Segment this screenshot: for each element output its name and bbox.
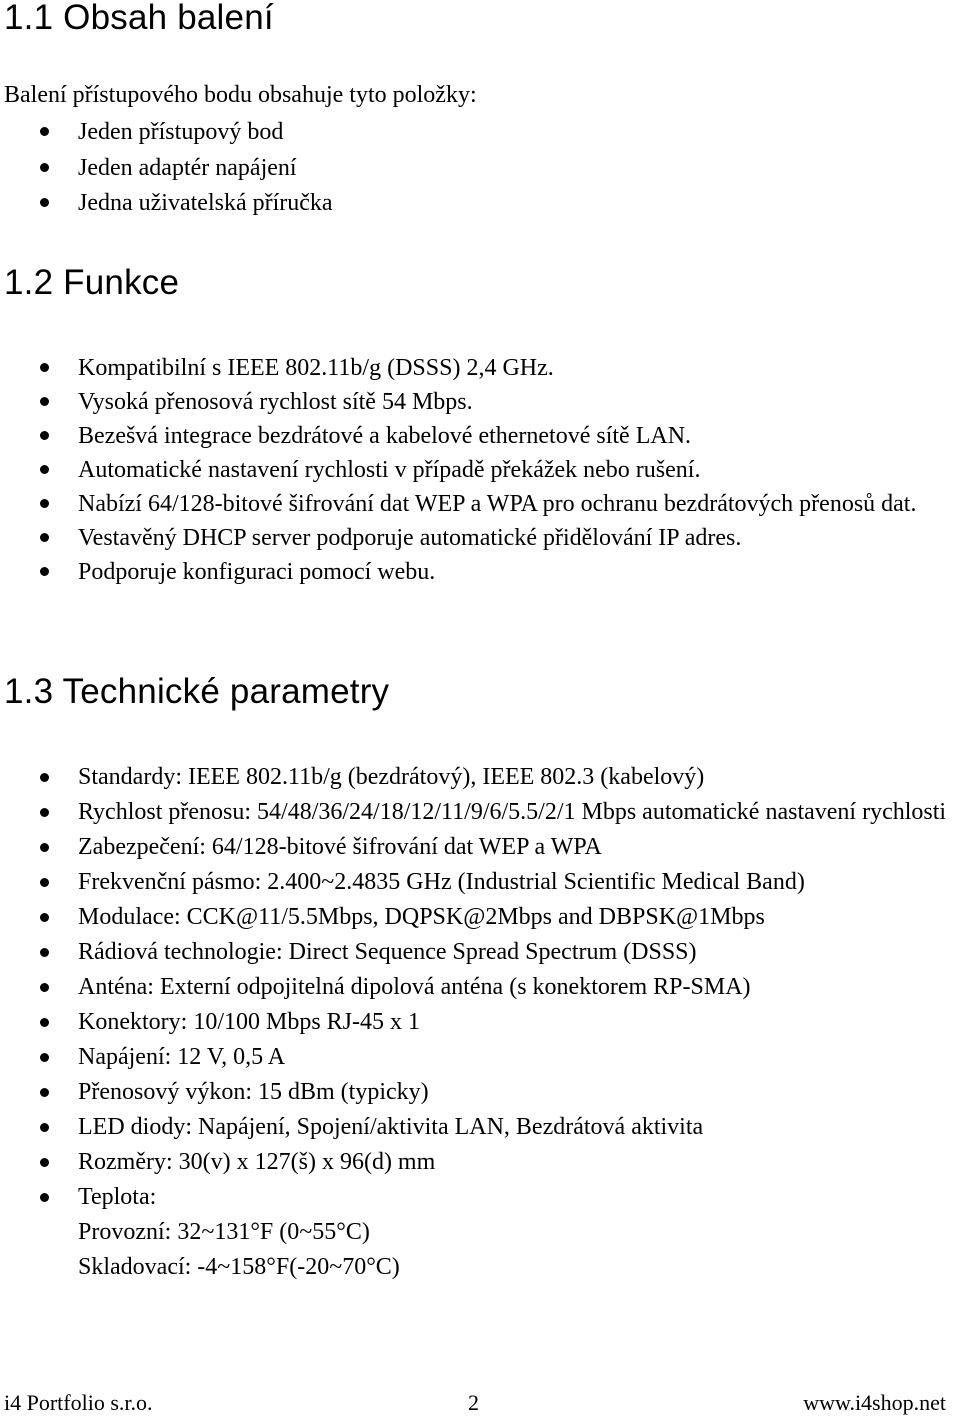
bullet-icon xyxy=(40,913,49,922)
list-item: Nabízí 64/128-bitové šifrování dat WEP a WPA pro ochranu bezdrátových přenosů dat. xyxy=(0,487,960,521)
list-item: Jeden adaptér napájení xyxy=(0,151,960,187)
bullet-icon xyxy=(40,948,49,957)
features-list xyxy=(0,351,960,589)
list-item: Vysoká přenosová rychlost sítě 54 Mbps. xyxy=(0,385,960,419)
bullet-icon xyxy=(40,431,49,440)
contents-list xyxy=(0,115,960,222)
temperature-storage: Skladovací: -4~158°F(-20~70°C) xyxy=(78,1254,400,1280)
list-item: Teplota: Provozní: 32~131°F (0~55°C) Skladovací: -4~158°F(-20~70°C) xyxy=(0,1180,960,1285)
bullet-icon xyxy=(40,397,49,406)
bullet-icon xyxy=(40,1018,49,1027)
bullet-icon xyxy=(40,1123,49,1132)
list-item: Konektory: 10/100 Mbps RJ-45 x 1 xyxy=(0,1005,960,1040)
footer-website: www.i4shop.net xyxy=(803,1390,946,1415)
list-item: LED diody: Napájení, Spojení/aktivita LAN, Bezdrátová aktivita xyxy=(0,1110,960,1145)
list-item: Modulace: CCK@11/5.5Mbps, DQPSK@2Mbps and DBPSK@1Mbps xyxy=(0,900,960,935)
list-item: Bezešvá integrace bezdrátové a kabelové ethernetové sítě LAN. xyxy=(0,419,960,453)
list-item: Rychlost přenosu: 54/48/36/24/18/12/11/9/6/5.5/2/1 Mbps automatické nastavení rychlosti xyxy=(0,795,960,830)
bullet-icon xyxy=(40,843,49,852)
bullet-icon xyxy=(40,808,49,817)
list-item: Automatické nastavení rychlosti v případě překážek nebo rušení. xyxy=(0,453,960,487)
bullet-icon xyxy=(40,163,49,172)
list-item: Jedna uživatelská příručka xyxy=(0,186,960,222)
list-item: Rádiová technologie: Direct Sequence Spread Spectrum (DSSS) xyxy=(0,935,960,970)
list-item: Kompatibilní s IEEE 802.11b/g (DSSS) 2,4 GHz. xyxy=(0,351,960,385)
list-item: Anténa: Externí odpojitelná dipolová anténa (s konektorem RP-SMA) xyxy=(0,970,960,1005)
list-item: Podporuje konfiguraci pomocí webu. xyxy=(0,555,960,589)
bullet-icon xyxy=(40,878,49,887)
footer-page-number: 2 xyxy=(468,1390,479,1415)
list-item: Frekvenční pásmo: 2.400~2.4835 GHz (Industrial Scientific Medical Band) xyxy=(0,865,960,900)
bullet-icon xyxy=(40,127,49,136)
bullet-icon xyxy=(40,773,49,782)
bullet-icon xyxy=(40,363,49,372)
bullet-icon xyxy=(40,1158,49,1167)
technical-parameters-list xyxy=(0,760,960,1285)
bullet-icon xyxy=(40,1053,49,1062)
bullet-icon xyxy=(40,499,49,508)
bullet-icon xyxy=(40,198,49,207)
bullet-icon xyxy=(40,567,49,576)
contents-intro: Balení přístupového bodu obsahuje tyto položky: xyxy=(4,82,477,108)
section-heading-features: 1.2 Funkce xyxy=(4,263,180,302)
list-item: Jeden přístupový bod xyxy=(0,115,960,151)
section-heading-contents: 1.1 Obsah balení xyxy=(4,0,274,37)
list-item: Napájení: 12 V, 0,5 A xyxy=(0,1040,960,1075)
temperature-operating: Provozní: 32~131°F (0~55°C) xyxy=(78,1219,370,1245)
bullet-icon xyxy=(40,1088,49,1097)
bullet-icon xyxy=(40,1193,49,1202)
section-heading-technical-parameters: 1.3 Technické parametry xyxy=(4,672,390,711)
list-item: Přenosový výkon: 15 dBm (typicky) xyxy=(0,1075,960,1110)
bullet-icon xyxy=(40,983,49,992)
bullet-icon xyxy=(40,465,49,474)
list-item: Vestavěný DHCP server podporuje automatické přidělování IP adres. xyxy=(0,521,960,555)
list-item: Zabezpečení: 64/128-bitové šifrování dat WEP a WPA xyxy=(0,830,960,865)
footer-company: i4 Portfolio s.r.o. xyxy=(4,1390,153,1415)
bullet-icon xyxy=(40,533,49,542)
list-item: Standardy: IEEE 802.11b/g (bezdrátový), IEEE 802.3 (kabelový) xyxy=(0,760,960,795)
list-item: Rozměry: 30(v) x 127(š) x 96(d) mm xyxy=(0,1145,960,1180)
